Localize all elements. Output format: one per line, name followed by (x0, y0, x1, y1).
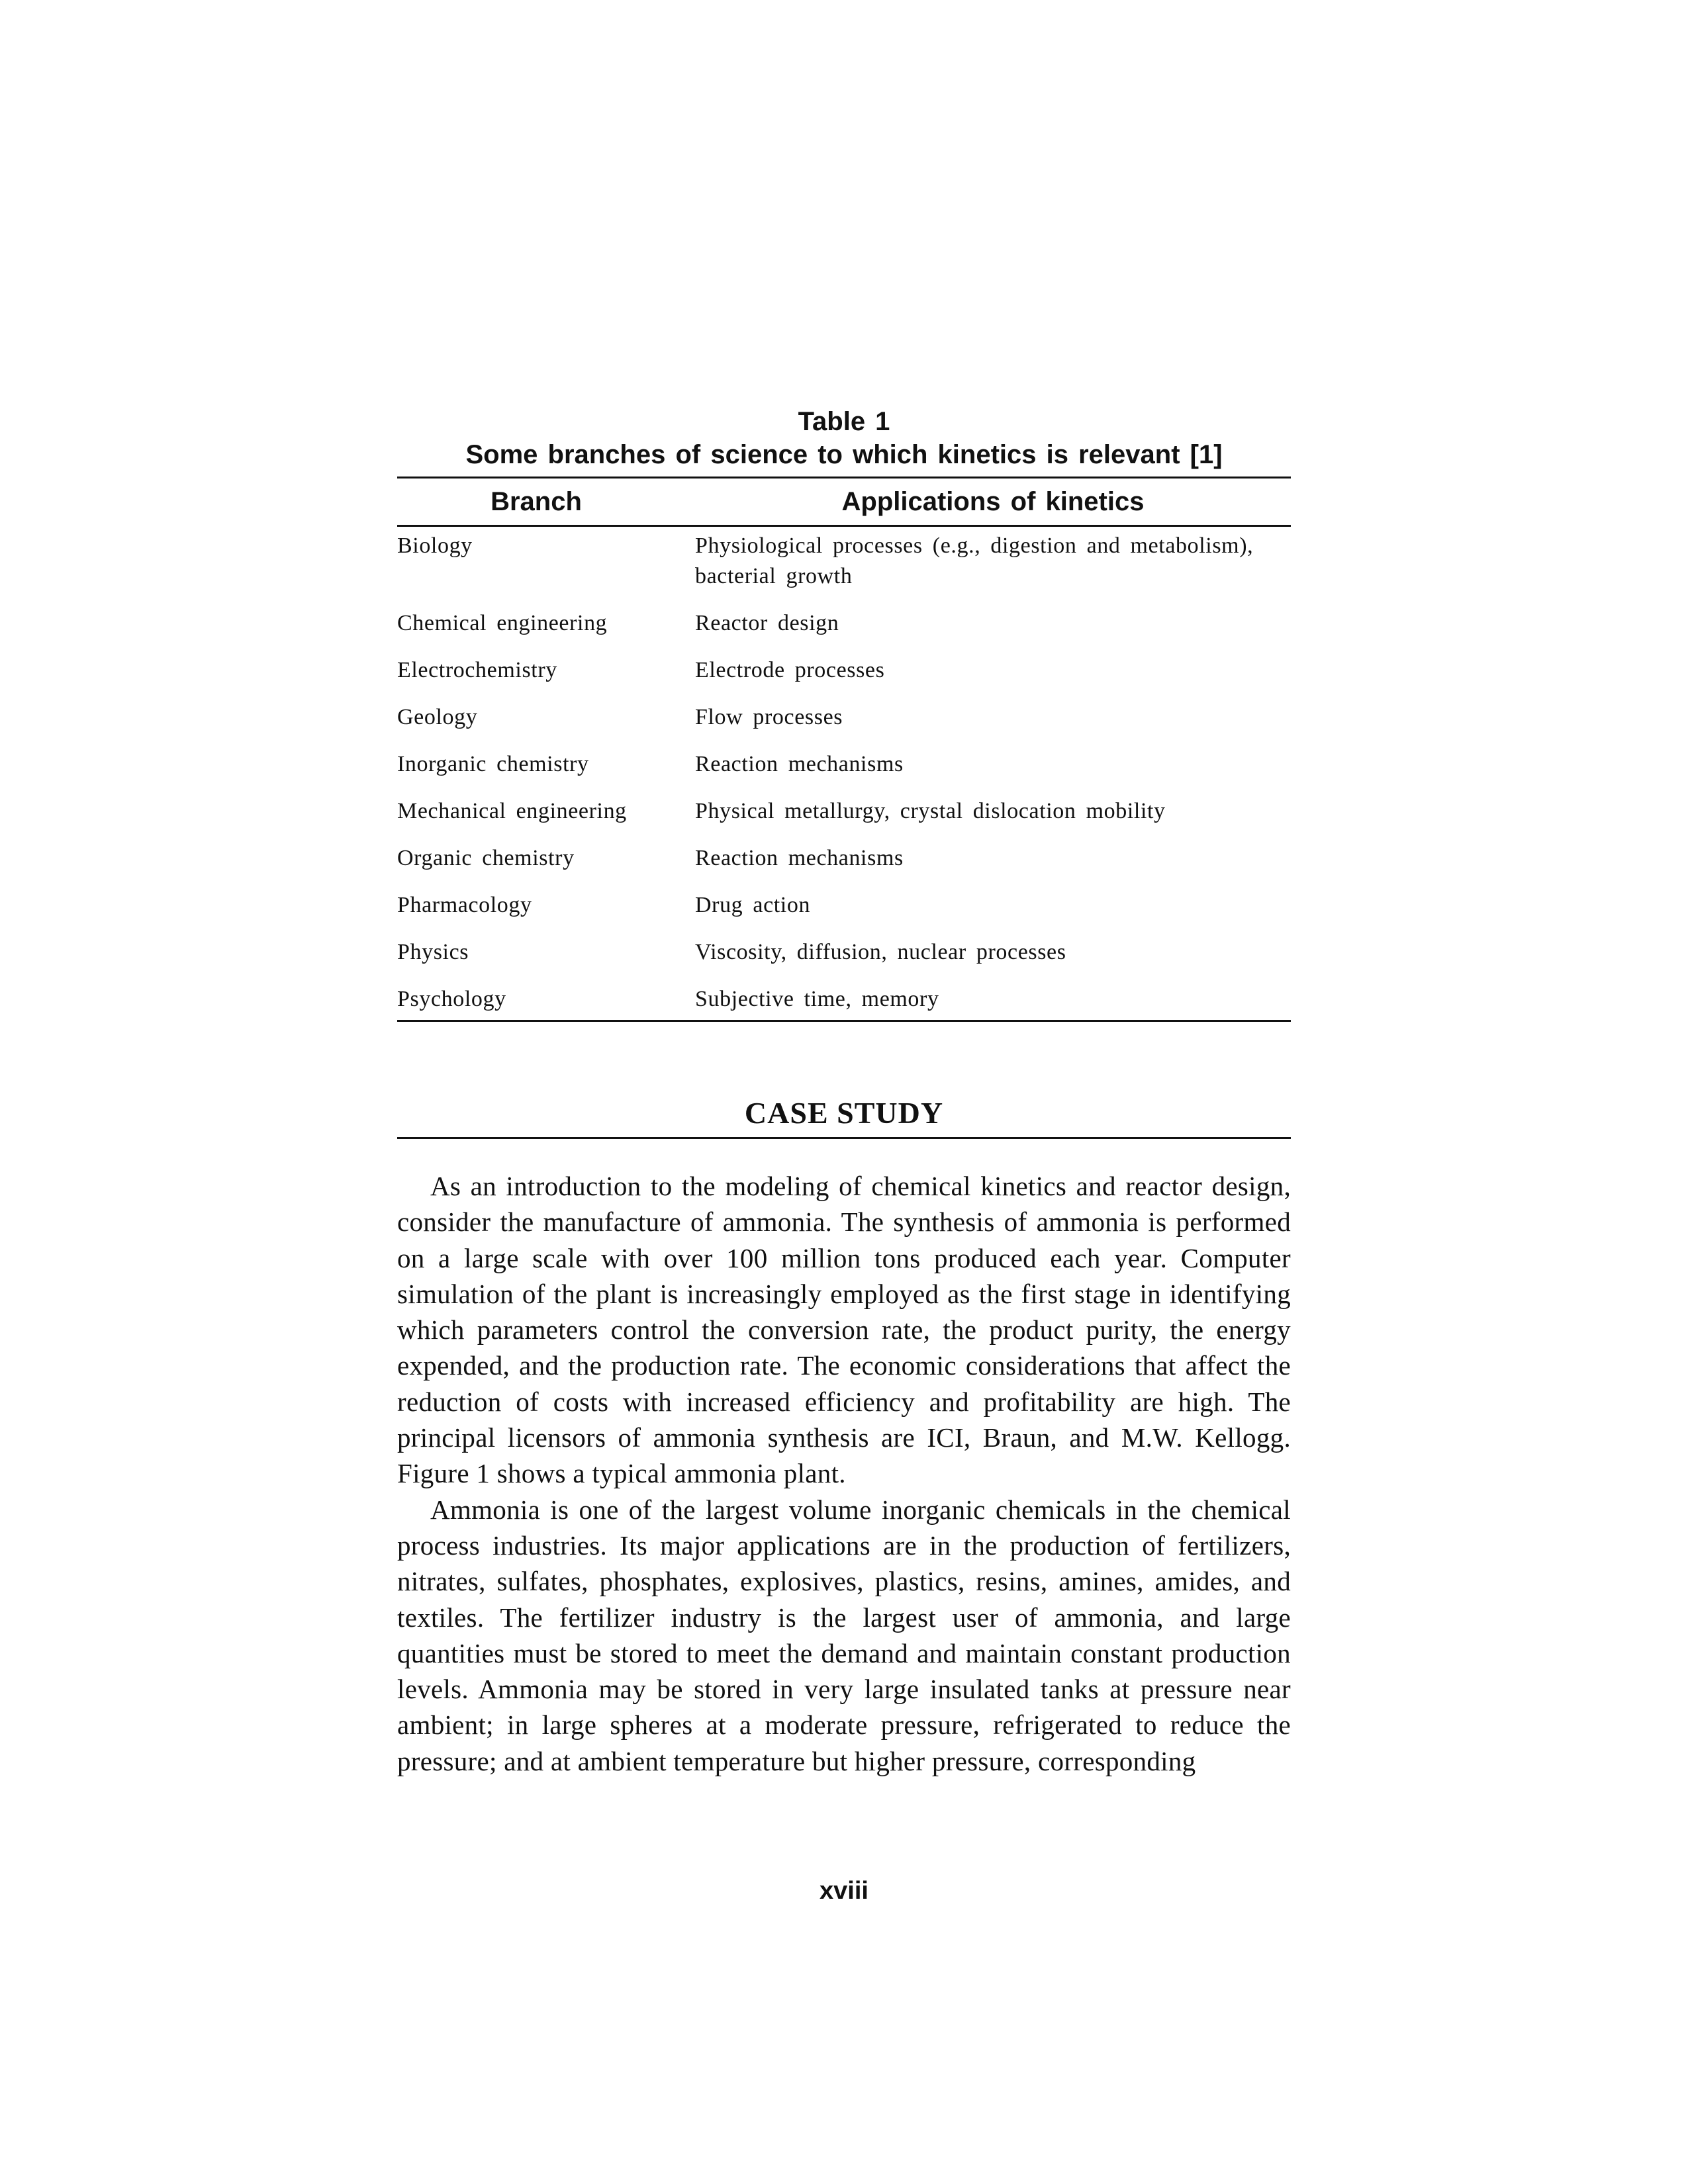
case-study-body (397, 1168, 1291, 1779)
table-row (397, 531, 1291, 592)
table-row (397, 702, 1291, 733)
branch-cell: Geology (397, 705, 478, 729)
branch-cell: Physics (397, 940, 469, 964)
application-cell: Physical metallurgy, crystal dislocation mobility (695, 799, 1166, 823)
table-row (397, 843, 1291, 874)
table-header-branch: Branch (491, 486, 582, 516)
branch-cell: Electrochemistry (397, 658, 557, 682)
table-label: Table 1 (798, 407, 890, 436)
application-cell: Reaction mechanisms (695, 846, 904, 870)
table-row (397, 937, 1291, 968)
table-row (397, 655, 1291, 686)
table-body (397, 527, 1291, 1020)
page-content (397, 405, 1291, 1779)
body-paragraph: As an introduction to the modeling of chemical kinetics and reactor design, consider the manufacture of ammonia. The synthesis of ammonia is performed on a large scale with over 100 million tons produced each year. Computer simulation of the plant is increasingly employed as the first stage in identifying which parameters control the conversion rate, the product purity, the energy expended, and the production rate. The economic considerations that affect the reduction of costs with increased efficiency and profitability are high. The principal licensors of ammonia synthesis are ICI, Braun, and M.W. Kellogg. Figure 1 shows a typical ammonia plant. (397, 1171, 1291, 1489)
table-row (397, 608, 1291, 639)
application-cell: Physiological processes (e.g., digestion and metabolism), bacterial growth (695, 533, 1254, 588)
table-row (397, 749, 1291, 780)
application-cell: Reactor design (695, 611, 839, 635)
branch-cell: Chemical engineering (397, 611, 608, 635)
branch-cell: Pharmacology (397, 893, 532, 917)
table-row (397, 984, 1291, 1015)
application-cell: Viscosity, diffusion, nuclear processes (695, 940, 1066, 964)
branch-cell: Biology (397, 533, 473, 558)
application-cell: Flow processes (695, 705, 843, 729)
case-study-rule (397, 1137, 1291, 1139)
body-paragraph: Ammonia is one of the largest volume inorganic chemicals in the chemical process industries. Its major applications are in the production of fertilizers, nitrates, sulfates, phosphates, explosives, plastics, resins, amines, amides, and textiles. The fertilizer industry is the largest user of ammonia, and large quantities must be stored to meet the demand and maintain constant production levels. Ammonia may be stored in very large insulated tanks at pressure near ambient; in large spheres at a moderate pressure, refrigerated to reduce the pressure; and at ambient temperature but higher pressure, corresponding (397, 1494, 1291, 1776)
branch-cell: Inorganic chemistry (397, 752, 589, 776)
application-cell: Drug action (695, 893, 811, 917)
table-row (397, 796, 1291, 827)
table-caption: Some branches of science to which kinetics is relevant [1] (465, 440, 1223, 469)
branch-cell: Organic chemistry (397, 846, 575, 870)
branch-cell: Mechanical engineering (397, 799, 627, 823)
table-bottom-rule (397, 1020, 1291, 1022)
application-cell: Electrode processes (695, 658, 885, 682)
page-number: xviii (820, 1877, 868, 1905)
table-header-row (397, 478, 1291, 525)
case-study-title: CASE STUDY (744, 1096, 944, 1130)
table-row (397, 890, 1291, 921)
application-cell: Reaction mechanisms (695, 752, 904, 776)
application-cell: Subjective time, memory (695, 987, 939, 1011)
table-header-applications: Applications of kinetics (841, 486, 1145, 516)
branch-cell: Psychology (397, 987, 506, 1011)
